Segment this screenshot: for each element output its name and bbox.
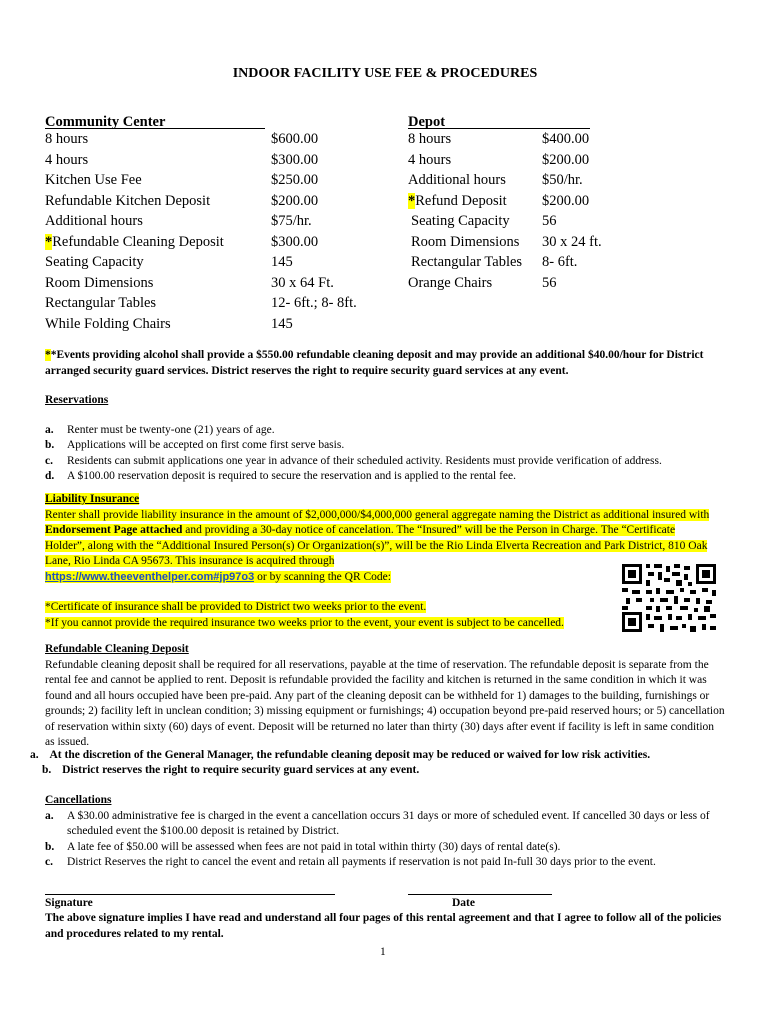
cc-value-3: $250.00 bbox=[271, 172, 319, 188]
list-text: A late fee of $50.00 will be assessed when fees are not paid in total within thirty (30) days of rental date(s). bbox=[67, 840, 561, 853]
cleaning-item-a bbox=[30, 748, 650, 764]
list-marker: b. bbox=[45, 439, 55, 451]
cleaning-body: Refundable cleaning deposit shall be required for all reservations, payable at the time of reservation. The refundable deposit is separate from the rental fee and cannot be applied to rent. Deposit is refundable provided the facility and kitchen is returned in the same condition in which it was found and all hours occupied have been pre-paid. Any part of the cleaning deposit can be withheld for 1) damages to the building, furnishings or grounds; 2) facility left in unclean condition; 3) missing equipment or furnishings; 4) occupation beyond pre-paid reserved hours; or 5) cancellation of reservation within sixty (60) days of event. Deposit will be returned no later than thirty (30) days after event if facility is left in same condition as issued. bbox=[45, 658, 725, 748]
list-text: At the discretion of the General Manager, the refundable cleaning deposit may be reduced or waived for low risk activities. bbox=[49, 749, 651, 761]
alcohol-note bbox=[45, 348, 725, 379]
alcohol-note-text: *Events providing alcohol shall provide a $550.00 refundable cleaning deposit and may provide an additional $40.00/hour for District arranged security guard services. District reserves the right to require security guard services at any event. bbox=[45, 349, 704, 377]
list-text: District Reserves the right to cancel the event and retain all payments if reservation is not paid In-full 30 days prior to the event. bbox=[67, 856, 656, 868]
list-marker: a. bbox=[30, 749, 39, 761]
depot-value-4: $200.00 bbox=[542, 192, 590, 209]
depot-value-2: $200.00 bbox=[542, 151, 590, 168]
qr-code-icon bbox=[620, 562, 718, 634]
list-item bbox=[45, 840, 725, 856]
cc-value-8: 30 x 64 Ft. bbox=[271, 274, 334, 291]
cc-label-8: Room Dimensions bbox=[45, 274, 154, 291]
list-text: A $30.00 administrative fee is charged in the event a cancellation occurs 31 days or more of scheduled event. If cancelled 30 days or less of scheduled event the $100.00 deposit is retained by District. bbox=[67, 809, 710, 837]
list-item bbox=[45, 469, 725, 485]
depot-label-6: Room Dimensions bbox=[411, 233, 520, 250]
cleaning-item-b bbox=[42, 763, 419, 779]
date-label: Date bbox=[452, 897, 475, 909]
list-marker: c. bbox=[45, 454, 53, 467]
liability-note-2-row bbox=[45, 616, 720, 632]
cc-value-6: $300.00 bbox=[271, 233, 319, 250]
community-center-labels bbox=[45, 129, 224, 334]
list-text: Residents can submit applications one year in advance of their scheduled activity. Residents must provide verification of address. bbox=[67, 454, 662, 467]
cc-value-4: $200.00 bbox=[271, 192, 319, 209]
cc-value-7: 145 bbox=[271, 254, 293, 270]
liability-section bbox=[45, 492, 720, 631]
list-item bbox=[45, 423, 725, 439]
depot-label-1: 8 hours bbox=[408, 131, 452, 147]
depot-label-8: Orange Chairs bbox=[408, 274, 493, 291]
community-center-heading-text: Community Center bbox=[45, 114, 166, 130]
liability-note-2: *If you cannot provide the required insurance two weeks prior to the event, your event is subject to be cancelled. bbox=[45, 616, 564, 629]
list-marker: d. bbox=[45, 470, 55, 482]
depot-heading-text: Depot bbox=[408, 114, 446, 130]
depot-values bbox=[542, 129, 602, 293]
reservations-heading: Reservations bbox=[45, 394, 109, 406]
depot-asterisk: * bbox=[408, 192, 416, 209]
liability-text-bold: Endorsement Page attached bbox=[45, 524, 183, 536]
depot-label-2: 4 hours bbox=[408, 151, 452, 168]
page-title: INDOOR FACILITY USE FEE & PROCEDURES bbox=[232, 66, 538, 81]
cc-label-4: Refundable Kitchen Deposit bbox=[45, 192, 211, 209]
depot-value-1: $400.00 bbox=[542, 131, 590, 147]
cleaning-heading: Refundable Cleaning Deposit bbox=[45, 643, 189, 655]
cc-asterisk: * bbox=[45, 233, 53, 250]
cc-value-5: $75/hr. bbox=[271, 213, 312, 229]
liability-paragraph bbox=[45, 508, 717, 570]
date-line bbox=[408, 894, 552, 895]
page-number: 1 bbox=[380, 946, 386, 958]
list-text: A $100.00 reservation deposit is required to secure the reservation and is applied to the rental fee. bbox=[67, 470, 516, 482]
cc-label-5: Additional hours bbox=[45, 213, 143, 229]
list-text: Renter must be twenty-one (21) years of age. bbox=[67, 423, 275, 436]
list-text: District reserves the right to require security guard services at any event. bbox=[62, 764, 420, 776]
depot-value-8: 56 bbox=[542, 274, 557, 291]
list-marker: b. bbox=[45, 840, 55, 853]
list-marker: b. bbox=[42, 764, 52, 776]
cc-value-9: 12- 6ft.; 8- 8ft. bbox=[271, 295, 357, 311]
insurance-link[interactable]: https://www.theeventhelper.com#jp97o3 bbox=[45, 570, 255, 583]
depot-value-6: 30 x 24 ft. bbox=[542, 233, 602, 250]
liability-text-b: and providing a 30-day notice of cancelation. The “Insured” will be the Person in Charge. The “Certificate Holder”, along with the “Additional Insured Person(s) Or Organization(s)”, will be the Rio Linda Elverta Recreation and Park District, 810 Oak Lane, Rio Linda CA 95673. This insurance is acquired through bbox=[45, 524, 708, 567]
cc-value-1: $600.00 bbox=[271, 131, 319, 147]
depot-label-4 bbox=[408, 191, 522, 212]
liability-link-row bbox=[45, 570, 625, 586]
cleaning-section bbox=[45, 642, 725, 751]
list-item bbox=[45, 454, 725, 470]
signature-statement: The above signature implies I have read and understand all four pages of this rental agreement and that I agree to follow all of the policies and procedures related to my rental. bbox=[45, 912, 722, 940]
list-item bbox=[45, 855, 725, 871]
cc-label-6-text: Refundable Cleaning Deposit bbox=[52, 233, 224, 250]
community-center-values bbox=[271, 129, 357, 334]
depot-value-5: 56 bbox=[542, 213, 557, 229]
signature-line bbox=[45, 894, 335, 895]
depot-label-3: Additional hours bbox=[408, 172, 506, 188]
cc-value-2: $300.00 bbox=[271, 151, 319, 168]
list-marker: a. bbox=[45, 423, 54, 436]
liability-link-suffix: or by scanning the QR Code: bbox=[254, 570, 391, 583]
cancellations-heading: Cancellations bbox=[45, 794, 112, 806]
liability-heading: Liability Insurance bbox=[45, 493, 140, 505]
cc-label-6 bbox=[45, 232, 224, 253]
liability-note-1-row bbox=[45, 600, 720, 616]
liability-text-a: Renter shall provide liability insurance in the amount of $2,000,000/$4,000,000 general aggregate naming the District as additional insured with bbox=[45, 508, 710, 521]
list-marker: c. bbox=[45, 856, 53, 868]
signature-label: Signature bbox=[45, 897, 93, 909]
depot-value-3: $50/hr. bbox=[542, 172, 583, 188]
list-item bbox=[45, 809, 725, 840]
liability-note-1: *Certificate of insurance shall be provided to District two weeks prior to the event. bbox=[45, 601, 427, 613]
depot-value-7: 8- 6ft. bbox=[542, 254, 578, 270]
depot-labels bbox=[408, 129, 522, 293]
cc-label-1: 8 hours bbox=[45, 131, 89, 147]
cc-label-7: Seating Capacity bbox=[45, 254, 144, 270]
list-text: Applications will be accepted on first come first serve basis. bbox=[67, 439, 345, 451]
cc-value-10: 145 bbox=[271, 315, 293, 332]
cc-label-10: While Folding Chairs bbox=[45, 315, 171, 332]
cc-label-2: 4 hours bbox=[45, 151, 89, 168]
cc-label-3: Kitchen Use Fee bbox=[45, 172, 142, 188]
depot-label-5: Seating Capacity bbox=[411, 213, 510, 229]
liability-heading-row bbox=[45, 492, 720, 508]
list-marker: a. bbox=[45, 809, 54, 822]
depot-label-7: Rectangular Tables bbox=[411, 254, 523, 270]
cc-label-9: Rectangular Tables bbox=[45, 295, 157, 311]
depot-label-4-text: Refund Deposit bbox=[415, 192, 507, 209]
reservations-section bbox=[45, 393, 725, 485]
cancellations-section bbox=[45, 793, 725, 871]
list-item bbox=[45, 438, 725, 454]
alcohol-note-asterisk: * bbox=[45, 349, 51, 361]
